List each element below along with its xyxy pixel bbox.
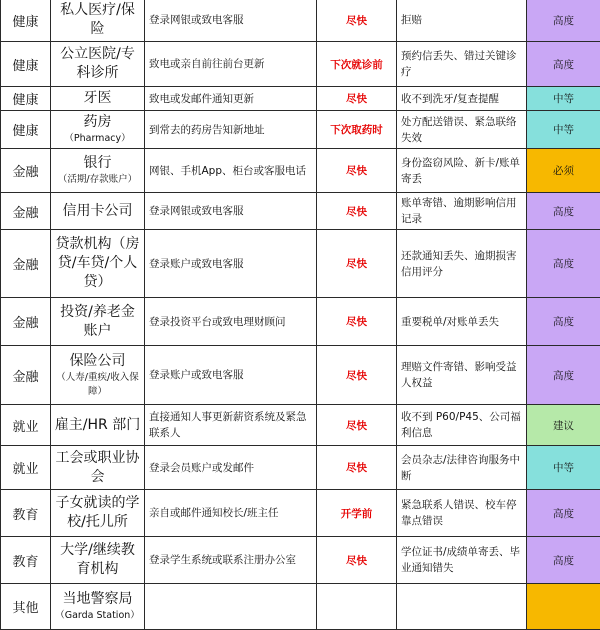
priority-badge [527, 584, 600, 630]
institution-subtitle: （Pharmacy） [54, 132, 141, 146]
deadline-cell: 开学前 [317, 490, 397, 537]
priority-badge: 高度 [527, 490, 600, 537]
deadline-cell: 尽快 [317, 537, 397, 584]
priority-badge: 高度 [527, 298, 600, 346]
update-method-cell: 致电或发邮件通知更新 [145, 87, 317, 111]
institution-cell [51, 584, 145, 630]
priority-badge: 高度 [527, 42, 600, 87]
priority-badge: 高度 [527, 193, 600, 230]
category-cell: 其他 [1, 584, 51, 630]
institution-cell [51, 490, 145, 537]
category-cell: 就业 [1, 446, 51, 490]
institution-cell [51, 87, 145, 111]
risk-cell [397, 584, 527, 630]
institution-name: 投资/养老金账户 [60, 304, 135, 339]
institution-name: 牙医 [84, 90, 112, 106]
deadline-cell: 尽快 [317, 346, 397, 405]
table-row [1, 584, 600, 630]
update-method-cell: 致电或亲自前往前台更新 [145, 42, 317, 87]
deadline-cell: 尽快 [317, 405, 397, 446]
update-method-cell: 登录网银或致电客服 [145, 0, 317, 42]
category-cell: 金融 [1, 193, 51, 230]
deadline-cell: 尽快 [317, 230, 397, 298]
institution-cell [51, 193, 145, 230]
table-row [1, 111, 600, 149]
table-row [1, 346, 600, 405]
risk-cell: 学位证书/成绩单寄丢、毕业通知错失 [397, 537, 527, 584]
institution-subtitle: （Garda Station） [54, 609, 141, 623]
institution-name: 当地警察局 [63, 591, 133, 607]
category-cell: 就业 [1, 405, 51, 446]
risk-cell: 收不到洗牙/复查提醒 [397, 87, 527, 111]
priority-badge: 高度 [527, 0, 600, 42]
deadline-cell: 下次就诊前 [317, 42, 397, 87]
update-method-cell: 直接通知人事更新薪资系统及紧急联系人 [145, 405, 317, 446]
category-cell: 教育 [1, 490, 51, 537]
institution-name: 保险公司 [70, 353, 126, 369]
category-cell: 健康 [1, 111, 51, 149]
table-body [1, 0, 600, 630]
deadline-cell: 尽快 [317, 0, 397, 42]
table-row [1, 446, 600, 490]
category-cell: 健康 [1, 42, 51, 87]
risk-cell: 身份盗窃风险、新卡/账单寄丢 [397, 149, 527, 193]
institution-cell [51, 446, 145, 490]
institution-name: 信用卡公司 [63, 203, 133, 219]
institution-name: 贷款机构（房贷/车贷/个人贷） [56, 236, 140, 290]
risk-cell: 收不到 P60/P45、公司福利信息 [397, 405, 527, 446]
table-row [1, 405, 600, 446]
priority-badge: 高度 [527, 346, 600, 405]
risk-cell: 还款通知丢失、逾期损害信用评分 [397, 230, 527, 298]
table-row [1, 490, 600, 537]
institution-subtitle: （人寿/重疾/收入保障） [54, 371, 141, 399]
institution-name: 雇主/HR 部门 [55, 417, 140, 433]
update-method-cell: 亲自或邮件通知校长/班主任 [145, 490, 317, 537]
deadline-cell: 尽快 [317, 87, 397, 111]
deadline-cell: 尽快 [317, 193, 397, 230]
institution-cell [51, 0, 145, 42]
table-row [1, 0, 600, 42]
category-cell: 金融 [1, 230, 51, 298]
table-row [1, 193, 600, 230]
institution-subtitle: （活期/存款账户） [54, 173, 141, 187]
risk-cell: 会员杂志/法律咨询服务中断 [397, 446, 527, 490]
institution-name: 子女就读的学校/托儿所 [56, 495, 140, 530]
update-method-cell: 登录投资平台或致电理财顾问 [145, 298, 317, 346]
institution-cell [51, 346, 145, 405]
update-method-cell: 登录账户或致电客服 [145, 346, 317, 405]
priority-badge: 中等 [527, 87, 600, 111]
risk-cell: 紧急联系人错误、校车停靠点错误 [397, 490, 527, 537]
category-cell: 金融 [1, 149, 51, 193]
institution-name: 大学/继续教育机构 [60, 542, 135, 577]
institution-name: 私人医疗/保险 [60, 2, 135, 37]
institution-cell [51, 537, 145, 584]
priority-badge: 中等 [527, 446, 600, 490]
update-method-cell: 网银、手机App、柜台或客服电话 [145, 149, 317, 193]
risk-cell: 处方配送错误、紧急联络失效 [397, 111, 527, 149]
priority-badge: 高度 [527, 230, 600, 298]
institution-cell [51, 149, 145, 193]
priority-badge: 建议 [527, 405, 600, 446]
category-cell: 健康 [1, 0, 51, 42]
table-row [1, 149, 600, 193]
priority-badge: 高度 [527, 537, 600, 584]
deadline-cell [317, 584, 397, 630]
category-cell: 金融 [1, 346, 51, 405]
table-row [1, 230, 600, 298]
deadline-cell: 尽快 [317, 149, 397, 193]
deadline-cell: 下次取药时 [317, 111, 397, 149]
deadline-cell: 尽快 [317, 298, 397, 346]
deadline-cell: 尽快 [317, 446, 397, 490]
institution-cell [51, 230, 145, 298]
priority-badge: 中等 [527, 111, 600, 149]
update-method-cell: 到常去的药房告知新地址 [145, 111, 317, 149]
priority-badge: 必须 [527, 149, 600, 193]
table-row [1, 537, 600, 584]
category-cell: 健康 [1, 87, 51, 111]
risk-cell: 理赔文件寄错、影响受益人权益 [397, 346, 527, 405]
institution-name: 工会或职业协会 [56, 450, 140, 485]
update-method-cell: 登录网银或致电客服 [145, 193, 317, 230]
update-method-cell [145, 584, 317, 630]
institution-cell [51, 405, 145, 446]
institution-name: 药房 [84, 114, 112, 130]
institution-name: 银行 [84, 155, 112, 171]
table-row [1, 298, 600, 346]
update-method-cell: 登录学生系统或联系注册办公室 [145, 537, 317, 584]
institution-cell [51, 298, 145, 346]
update-method-cell: 登录会员账户或发邮件 [145, 446, 317, 490]
category-cell: 金融 [1, 298, 51, 346]
institution-cell [51, 42, 145, 87]
risk-cell: 重要税单/对账单丢失 [397, 298, 527, 346]
table-row [1, 42, 600, 87]
table-row [1, 87, 600, 111]
institution-cell [51, 111, 145, 149]
risk-cell: 拒赔 [397, 0, 527, 42]
update-method-cell: 登录账户或致电客服 [145, 230, 317, 298]
risk-cell: 账单寄错、逾期影响信用记录 [397, 193, 527, 230]
category-cell: 教育 [1, 537, 51, 584]
risk-cell: 预约信丢失、错过关键诊疗 [397, 42, 527, 87]
institution-name: 公立医院/专科诊所 [60, 46, 135, 81]
